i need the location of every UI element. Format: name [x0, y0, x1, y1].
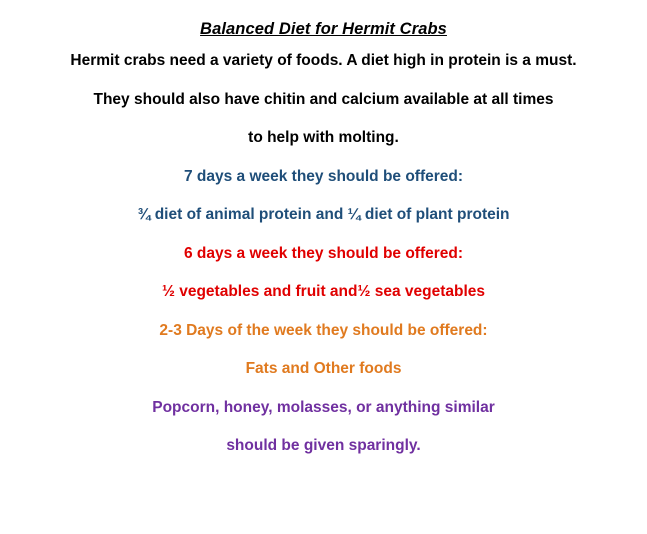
- closing-line-2: should be given sparingly.: [226, 437, 421, 454]
- section-1-detail: ¾ diet of animal protein and ¼ diet of plant protein: [137, 206, 510, 223]
- section-1-heading: 7 days a week they should be offered:: [183, 167, 464, 185]
- section-3-heading: 2-3 Days of the week they should be offered:: [159, 321, 488, 339]
- closing-line-1: Popcorn, honey, molasses, or anything similar: [152, 398, 495, 416]
- section-3-detail: Fats and Other foods: [245, 360, 402, 377]
- intro-line-3: to help with molting.: [248, 129, 399, 146]
- page-title: Balanced Diet for Hermit Crabs: [200, 20, 447, 38]
- intro-line-1: Hermit crabs need a variety of foods. A diet high in protein is a must.: [70, 52, 577, 69]
- section-2-detail: ½ vegetables and fruit and½ sea vegetables: [161, 283, 486, 300]
- section-2-heading: 6 days a week they should be offered:: [183, 244, 464, 262]
- intro-line-2: They should also have chitin and calcium available at all times: [93, 90, 554, 108]
